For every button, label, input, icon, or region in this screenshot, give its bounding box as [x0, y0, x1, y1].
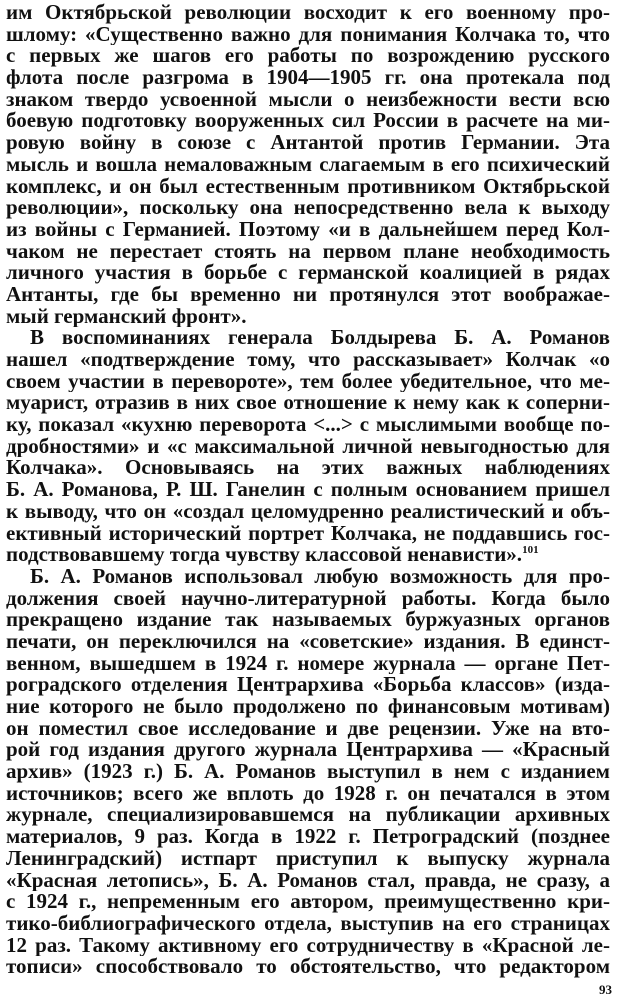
text-line: он поместил свое исследование и две рецензии. Уже на вто-	[6, 717, 610, 740]
text-line: материалов, 9 раз. Когда в 1922 г. Петроградский (позднее	[6, 826, 610, 848]
text-line: из войны с Германией. Поэтому «и в дальнейшем перед Кол-	[6, 218, 610, 241]
text-line: 12 раз. Такому активному его сотрудничеству в «Красной ле-	[6, 934, 610, 957]
text-line: рой год издания другого журнала Центрархива — «Красный	[6, 739, 610, 762]
text-line: тописи» способствовало то обстоятельство, что редактором	[6, 956, 610, 978]
footnote-reference: 101	[522, 544, 539, 557]
text-line: В воспоминаниях генерала Болдырева Б. А. Романов	[30, 327, 610, 350]
text-line: флота после разгрома в 1904—1905 гг. она протекала под	[6, 67, 610, 89]
text-line: прекращено издание так называемых буржуазных органов	[6, 609, 610, 631]
text-line: Б. А. Романов использовал любую возможность для про-	[30, 565, 610, 588]
text-line	[6, 544, 610, 566]
text-line: «Красная летопись», Б. А. Романов стал, правда, не сразу, а	[6, 869, 610, 892]
text-line: Ленинградский) истпарт приступил к выпуску журнала	[6, 847, 610, 870]
text-line: с первых же шагов его работы по возрождению русского	[6, 45, 610, 68]
text-line: с 1924 г., непременным его автором, преимущественно кри-	[6, 891, 610, 913]
text-line: печати, он переключился на «советские» издания. В единст-	[6, 630, 610, 653]
text-line: Антанты, где бы временно ни протянулся этот воображае-	[6, 283, 610, 306]
text-line: мый германский фронт».	[6, 305, 247, 328]
text-line: роградского отделения Центрархива «Борьба классов» (изда-	[6, 674, 610, 697]
text-line: источников; всего же вплоть до 1928 г. он печатался в этом	[6, 782, 610, 805]
text-line: дробностями» и «с максимальной личной невыгодностью для	[6, 435, 610, 458]
text-line: Б. А. Романова, Р. Ш. Ганелин с полным основанием пришел	[6, 479, 610, 501]
text-line: личного участия в борьбе с германской коалицией в рядах	[6, 262, 610, 284]
text-line: журнале, специализировавшемся на публикации архивных	[6, 804, 610, 827]
text-line: ние которого не было продолжено по финансовым мотивам)	[6, 696, 610, 718]
text-line: муарист, отразив в них свое отношение к нему как к соперни-	[6, 392, 610, 415]
page-number: 93	[599, 982, 612, 997]
text-line: ровую войну в союзе с Антантой против Германии. Эта	[6, 132, 610, 154]
text-line: комплекс, и он был естественным противником Октябрьской	[6, 175, 610, 198]
text-line: революции», поскольку она непосредственно вела к выходу	[6, 197, 610, 219]
text-line: к выводу, что он «создал целомудренно реалистический и объ-	[6, 500, 610, 523]
text-line: должения своей научно-литературной работы. Когда было	[6, 587, 610, 610]
text-line: нашел «подтверждение тому, что рассказывает» Колчак «о	[6, 349, 610, 371]
text-line: шлому: «Существенно важно для понимания Колчака то, что	[6, 23, 610, 46]
text-line: своем участии в перевороте», тем более убедительное, что ме-	[6, 370, 610, 393]
text-line: тико-библиографического отдела, выступив на его страницах	[6, 912, 610, 935]
text-line: ку, показал «кухню переворота <...> с мыслимыми вообще по-	[6, 414, 610, 436]
text-line: боевую подготовку вооруженных сил России в расчете на ми-	[6, 110, 610, 133]
text-line: Колчака». Основываясь на этих важных наблюдениях	[6, 457, 610, 480]
text-line: ективный исторический портрет Колчака, не поддавшись гос-	[6, 522, 610, 545]
text-line-content: подствовавшему тогда чувству классовой ненависти».	[6, 544, 523, 566]
text-line: знаком твердо усвоенной мысли о неизбежности вести всю	[6, 88, 610, 111]
text-line: им Октябрьской революции восходит к его военному про-	[6, 2, 610, 24]
text-line: архив» (1923 г.) Б. А. Романов выступил в нем с изданием	[6, 761, 610, 783]
text-line: чаком не перестает стоять на первом плане необходимость	[6, 240, 610, 263]
text-line: мысль и вошла немаловажным слагаемым в его психический	[6, 153, 610, 176]
text-line: венном, вышедшем в 1924 г. номере журнала — органе Пет-	[6, 652, 610, 675]
